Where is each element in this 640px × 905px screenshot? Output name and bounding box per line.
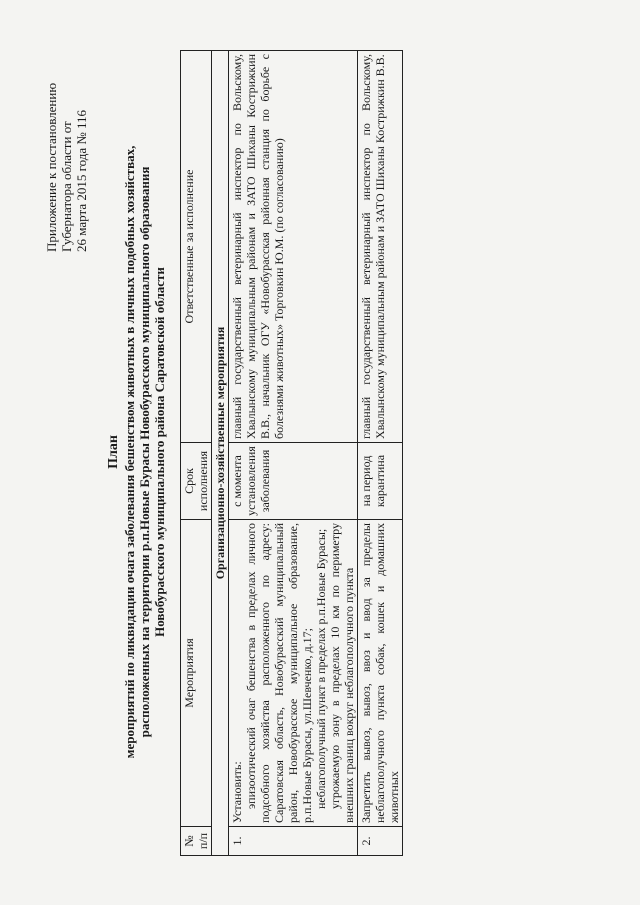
header-measure: Мероприятия: [181, 520, 212, 827]
table-row: [358, 51, 403, 856]
appendix-line-2: Губернатора области от: [59, 121, 74, 252]
row-num: 2.: [358, 827, 403, 856]
row-responsible: главный государственный ветеринарный инспектор по Вольскому, Хвалынскому муниципальным районам и ЗАТО Шиханы Кострижкин В.В.: [358, 51, 403, 443]
section-title: Организационно-хозяйственные мероприятия: [212, 51, 229, 856]
title-plan: План: [106, 435, 121, 469]
measure-paragraph: угрожаемую зону в пределах 10 км по периметру внешних границ вокруг неблагополучного пункта: [328, 523, 356, 823]
header-term: Срок исполнения: [181, 443, 212, 520]
row-term: с момента установления заболевания: [229, 443, 358, 520]
measure-paragraph: неблагополучный пункт в пределах р.п.Новые Бурасы;: [314, 528, 328, 809]
document-title: [106, 42, 167, 862]
section-row: [212, 51, 229, 856]
measure-paragraph: эпизоотический очаг бешенства в пределах личного подсобного хозяйства расположенного по адресу: Саратовская область, Новобурасский муниципальный район, Новобурасское муниципальное образование, р.п.Новые Бурасы, ул.Шевченко, д.17;: [244, 523, 314, 823]
document-page: [20, 12, 620, 892]
title-line-1: мероприятий по ликвидации очага заболевания бешенством животных в личных подобных хозяйствах,: [122, 145, 137, 759]
title-line-2: расположенных на территории р.п.Новые Бурасы Новобурасского муниципального образования: [137, 166, 152, 738]
header-responsible: Ответственные за исполнение: [181, 51, 212, 443]
row-measure: [229, 520, 358, 827]
measures-table: [180, 50, 403, 856]
appendix-note: [44, 52, 89, 252]
appendix-line-1: Приложение к постановлению: [44, 82, 59, 252]
appendix-line-3: 26 марта 2015 года № 116: [74, 109, 89, 252]
header-num: № п/п: [181, 827, 212, 856]
row-responsible: главный государственный ветеринарный инспектор по Вольскому, Хвалынскому муниципальным районам и ЗАТО Шиханы Кострижкин В.В., начальник ОГУ «Новобурасская районная станция по борьбе с болезнями животных» Торговкин Ю.М. (по согласованию): [229, 51, 358, 443]
table-header-row: [181, 51, 212, 856]
title-line-3: Новобурасского муниципального района Саратовской области: [152, 267, 167, 637]
table-row: [229, 51, 358, 856]
row-measure: Запретить вывоз, вывоз, ввоз и ввод за пределы неблагополучного пункта собак, кошек и домашних животных: [358, 520, 403, 827]
measure-intro: Установить:: [230, 761, 244, 823]
row-num: 1.: [229, 827, 358, 856]
row-term: на период карантина: [358, 443, 403, 520]
